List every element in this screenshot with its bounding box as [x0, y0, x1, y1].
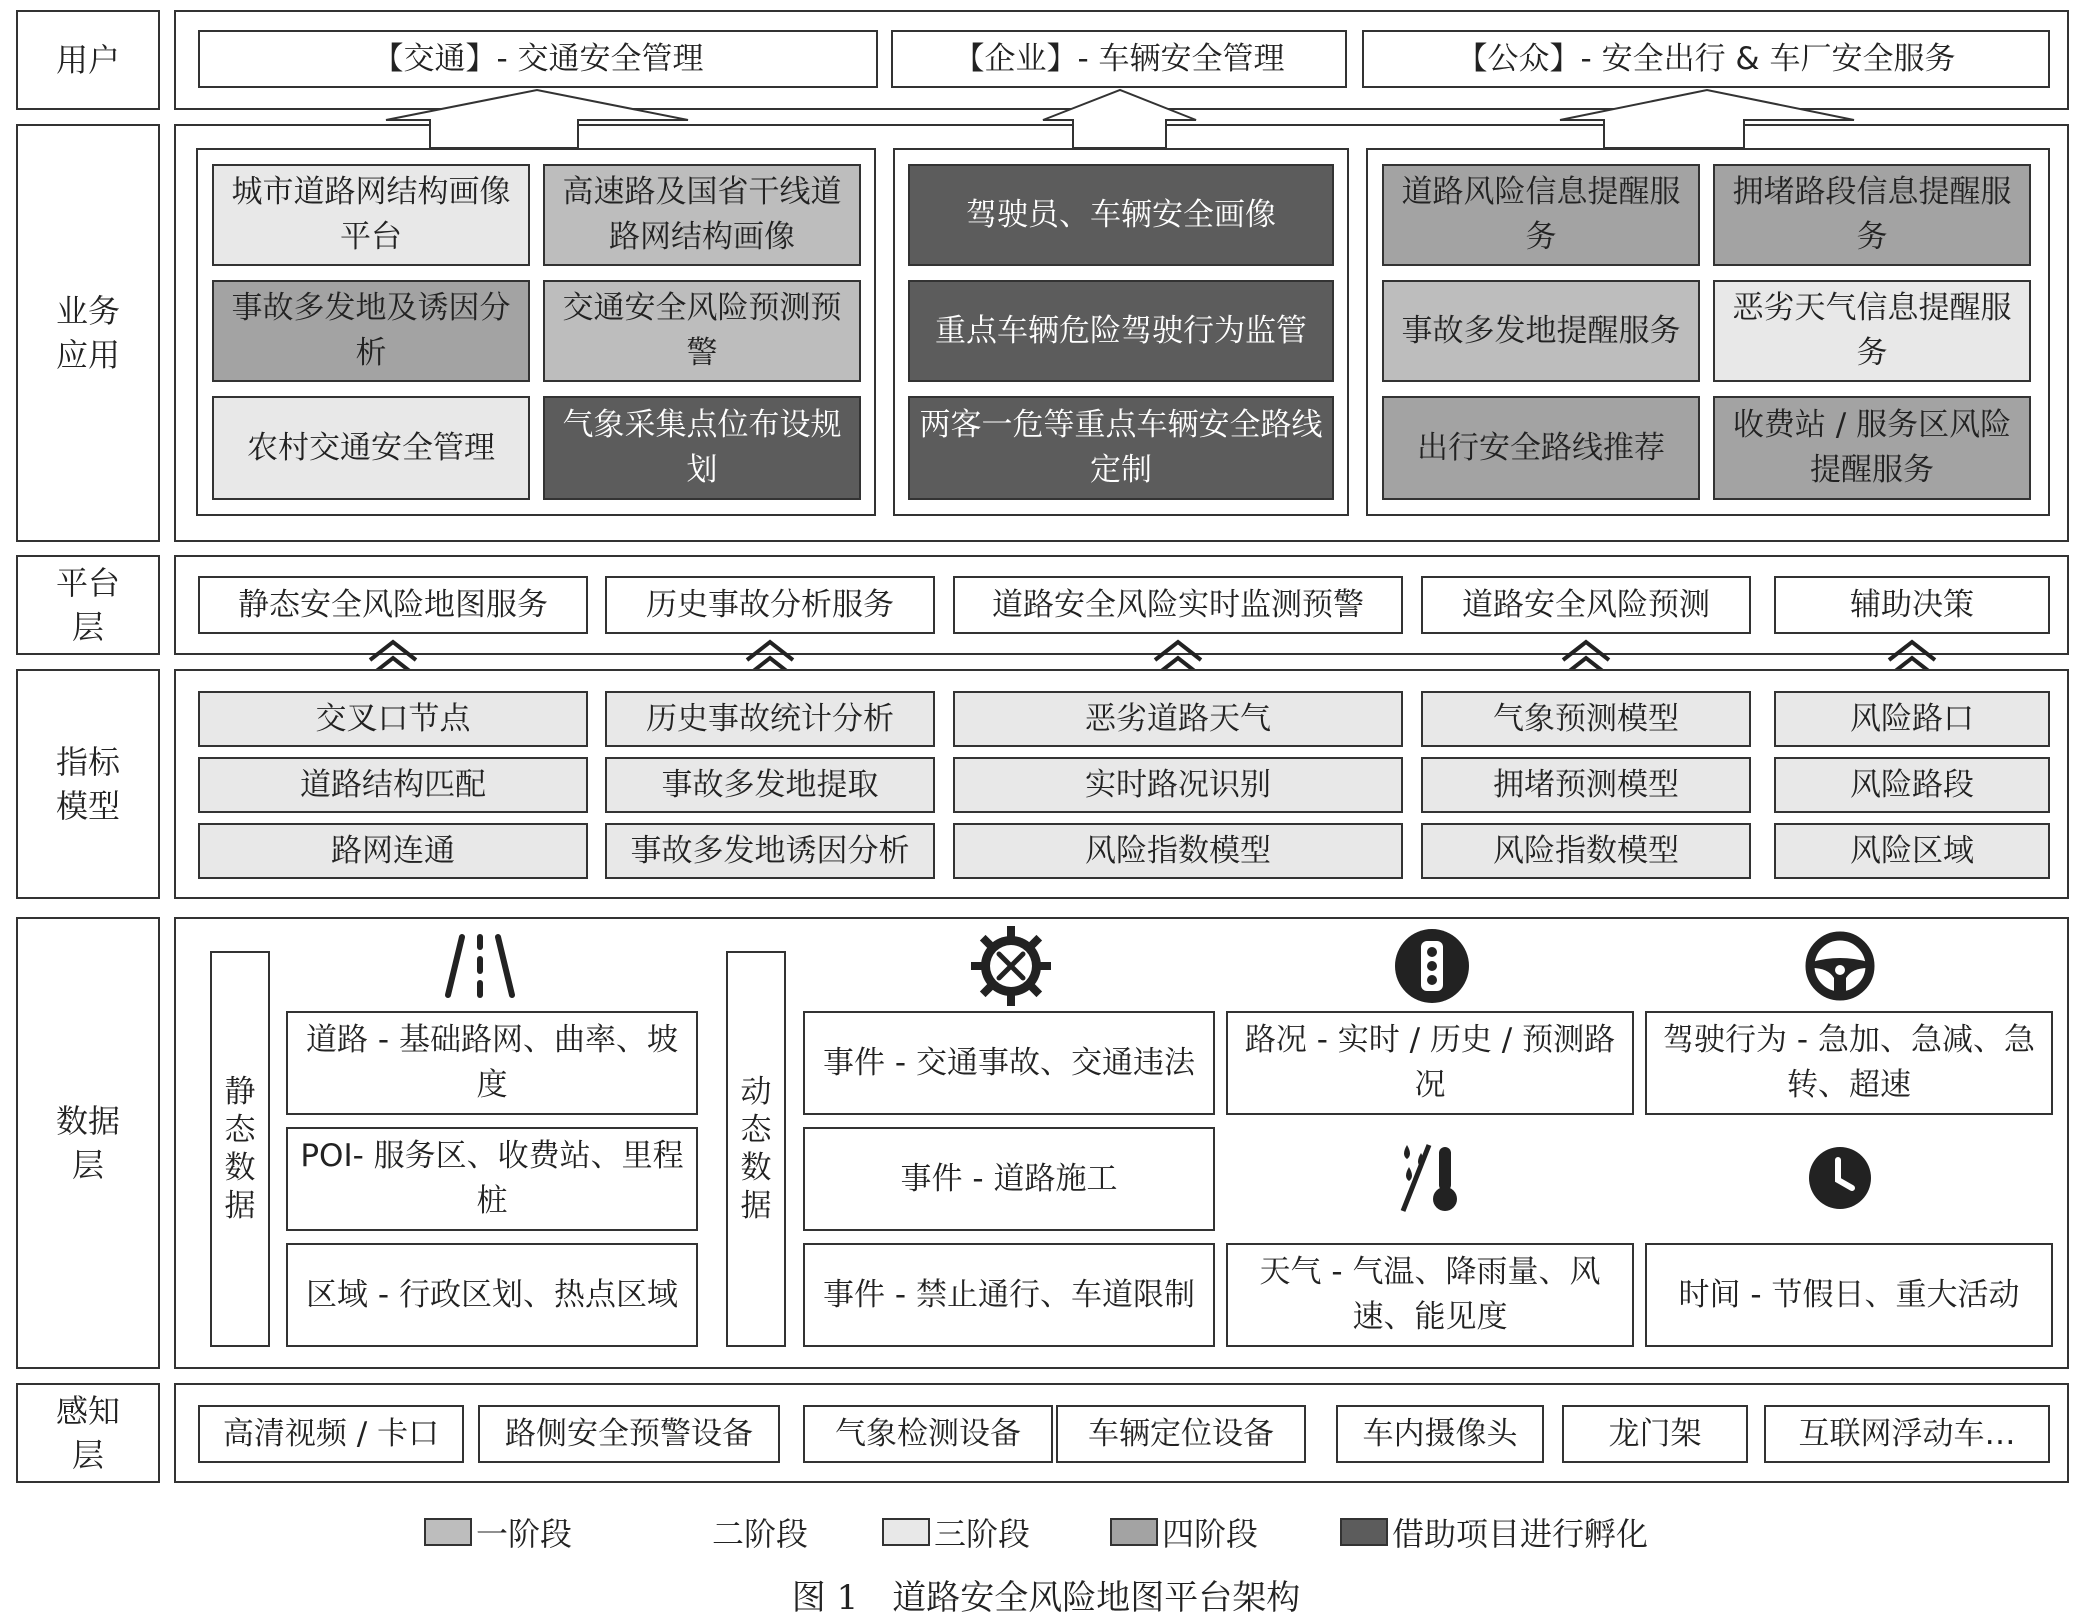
business-item: 城市道路网结构画像平台: [212, 164, 530, 266]
layer-label-perception: 感知 层: [16, 1383, 160, 1483]
gear-tools-icon: [966, 924, 1056, 1008]
static-data-label: 静态数据: [210, 951, 270, 1347]
platform-item: 道路安全风险预测: [1421, 576, 1751, 634]
indicator-item: 历史事故统计分析: [605, 691, 935, 747]
business-item: 气象采集点位布设规划: [543, 396, 861, 500]
perception-item: 路侧安全预警设备: [478, 1405, 780, 1463]
legend-swatch: [660, 1518, 708, 1546]
indicator-item: 交叉口节点: [198, 691, 588, 747]
layer-label-business: [16, 124, 160, 542]
business-item: 事故多发地提醒服务: [1382, 280, 1700, 382]
indicator-item: 风险指数模型: [1421, 823, 1751, 879]
static-data-item: POI- 服务区、收费站、里程桩: [286, 1127, 698, 1231]
platform-item: 静态安全风险地图服务: [198, 576, 588, 634]
user-public-box: 【公众】- 安全出行 & 车厂安全服务: [1362, 30, 2050, 88]
business-item: 收费站 / 服务区风险提醒服务: [1713, 396, 2031, 500]
legend-item-stage2: 二阶段: [660, 1509, 808, 1555]
event-data-item: 事件 - 禁止通行、车道限制: [803, 1243, 1215, 1347]
indicator-item: 风险路口: [1774, 691, 2050, 747]
weather-item: 天气 - 气温、降雨量、风速、能见度: [1226, 1243, 1634, 1347]
indicator-item: 事故多发地诱因分析: [605, 823, 935, 879]
business-item: 高速路及国省干线道路网结构画像: [543, 164, 861, 266]
layer-label-data: 数据 层: [16, 917, 160, 1369]
business-to-user-arrows: [0, 0, 2092, 160]
indicator-item: 恶劣道路天气: [953, 691, 1403, 747]
legend-item-stage1: 一阶段: [424, 1509, 572, 1555]
indicator-item: 风险区域: [1774, 823, 2050, 879]
static-data-item: 道路 - 基础路网、曲率、坡度: [286, 1011, 698, 1115]
business-item: 道路风险信息提醒服务: [1382, 164, 1700, 266]
business-item: 恶劣天气信息提醒服务: [1713, 280, 2031, 382]
legend-swatch: [1340, 1518, 1388, 1546]
legend-swatch: [424, 1518, 472, 1546]
legend-item-stage3: 三阶段: [882, 1509, 1030, 1555]
user-traffic-box: 【交通】- 交通安全管理: [198, 30, 878, 88]
business-item: 交通安全风险预测预警: [543, 280, 861, 382]
indicator-item: 事故多发地提取: [605, 757, 935, 813]
event-data-item: 事件 - 道路施工: [803, 1127, 1215, 1231]
road-condition-item: 路况 - 实时 / 历史 / 预测路况: [1226, 1011, 1634, 1115]
indicator-item: 实时路况识别: [953, 757, 1403, 813]
business-item: 出行安全路线推荐: [1382, 396, 1700, 500]
driving-behavior-item: 驾驶行为 - 急加、急减、急转、超速: [1645, 1011, 2053, 1115]
layer-label-indicator: 指标 模型: [16, 669, 160, 899]
perception-item: 车辆定位设备: [1056, 1405, 1306, 1463]
indicator-item: 风险路段: [1774, 757, 2050, 813]
business-item: 拥堵路段信息提醒服务: [1713, 164, 2031, 266]
rain-thermometer-icon: [1398, 1140, 1470, 1216]
perception-item: 车内摄像头: [1336, 1405, 1544, 1463]
legend-swatch: [882, 1518, 930, 1546]
indicator-item: 拥堵预测模型: [1421, 757, 1751, 813]
perception-item: 高清视频 / 卡口: [198, 1405, 464, 1463]
platform-item: 道路安全风险实时监测预警: [953, 576, 1403, 634]
business-item: 事故多发地及诱因分析: [212, 280, 530, 382]
arrow-up-public: [1560, 90, 1854, 148]
time-item: 时间 - 节假日、重大活动: [1645, 1243, 2053, 1347]
legend-item-stage4: 四阶段: [1110, 1509, 1258, 1555]
event-data-item: 事件 - 交通事故、交通违法: [803, 1011, 1215, 1115]
legend-item-incubation: 借助项目进行孵化: [1340, 1509, 1648, 1555]
business-item: 两客一危等重点车辆安全路线定制: [908, 396, 1334, 500]
perception-item: 互联网浮动车…: [1764, 1405, 2050, 1463]
legend-swatch: [1110, 1518, 1158, 1546]
static-data-item: 区域 - 行政区划、热点区域: [286, 1243, 698, 1347]
traffic-light-icon: [1390, 924, 1474, 1008]
business-item: 农村交通安全管理: [212, 396, 530, 500]
platform-item: 辅助决策: [1774, 576, 2050, 634]
arrow-up-traffic: [386, 90, 688, 148]
user-enterprise-box: 【企业】- 车辆安全管理: [891, 30, 1347, 88]
road-lanes-icon: [436, 928, 524, 1004]
indicator-item: 气象预测模型: [1421, 691, 1751, 747]
indicator-item: 风险指数模型: [953, 823, 1403, 879]
platform-item: 历史事故分析服务: [605, 576, 935, 634]
indicator-item: 道路结构匹配: [198, 757, 588, 813]
steering-wheel-icon: [1798, 924, 1882, 1008]
layer-label-text: 业务 应用: [55, 292, 120, 374]
business-item: 驾驶员、车辆安全画像: [908, 164, 1334, 266]
clock-icon: [1806, 1144, 1874, 1212]
arrow-up-enterprise: [1043, 90, 1196, 148]
indicator-item: 路网连通: [198, 823, 588, 879]
layer-label-platform: 平台 层: [16, 555, 160, 655]
dynamic-data-label: 动态数据: [726, 951, 786, 1347]
business-item: 重点车辆危险驾驶行为监管: [908, 280, 1334, 382]
perception-item: 气象检测设备: [803, 1405, 1053, 1463]
perception-item: 龙门架: [1562, 1405, 1748, 1463]
figure-caption: 图 1 道路安全风险地图平台架构: [791, 1578, 1301, 1618]
layer-label-user: 用户: [16, 10, 160, 110]
